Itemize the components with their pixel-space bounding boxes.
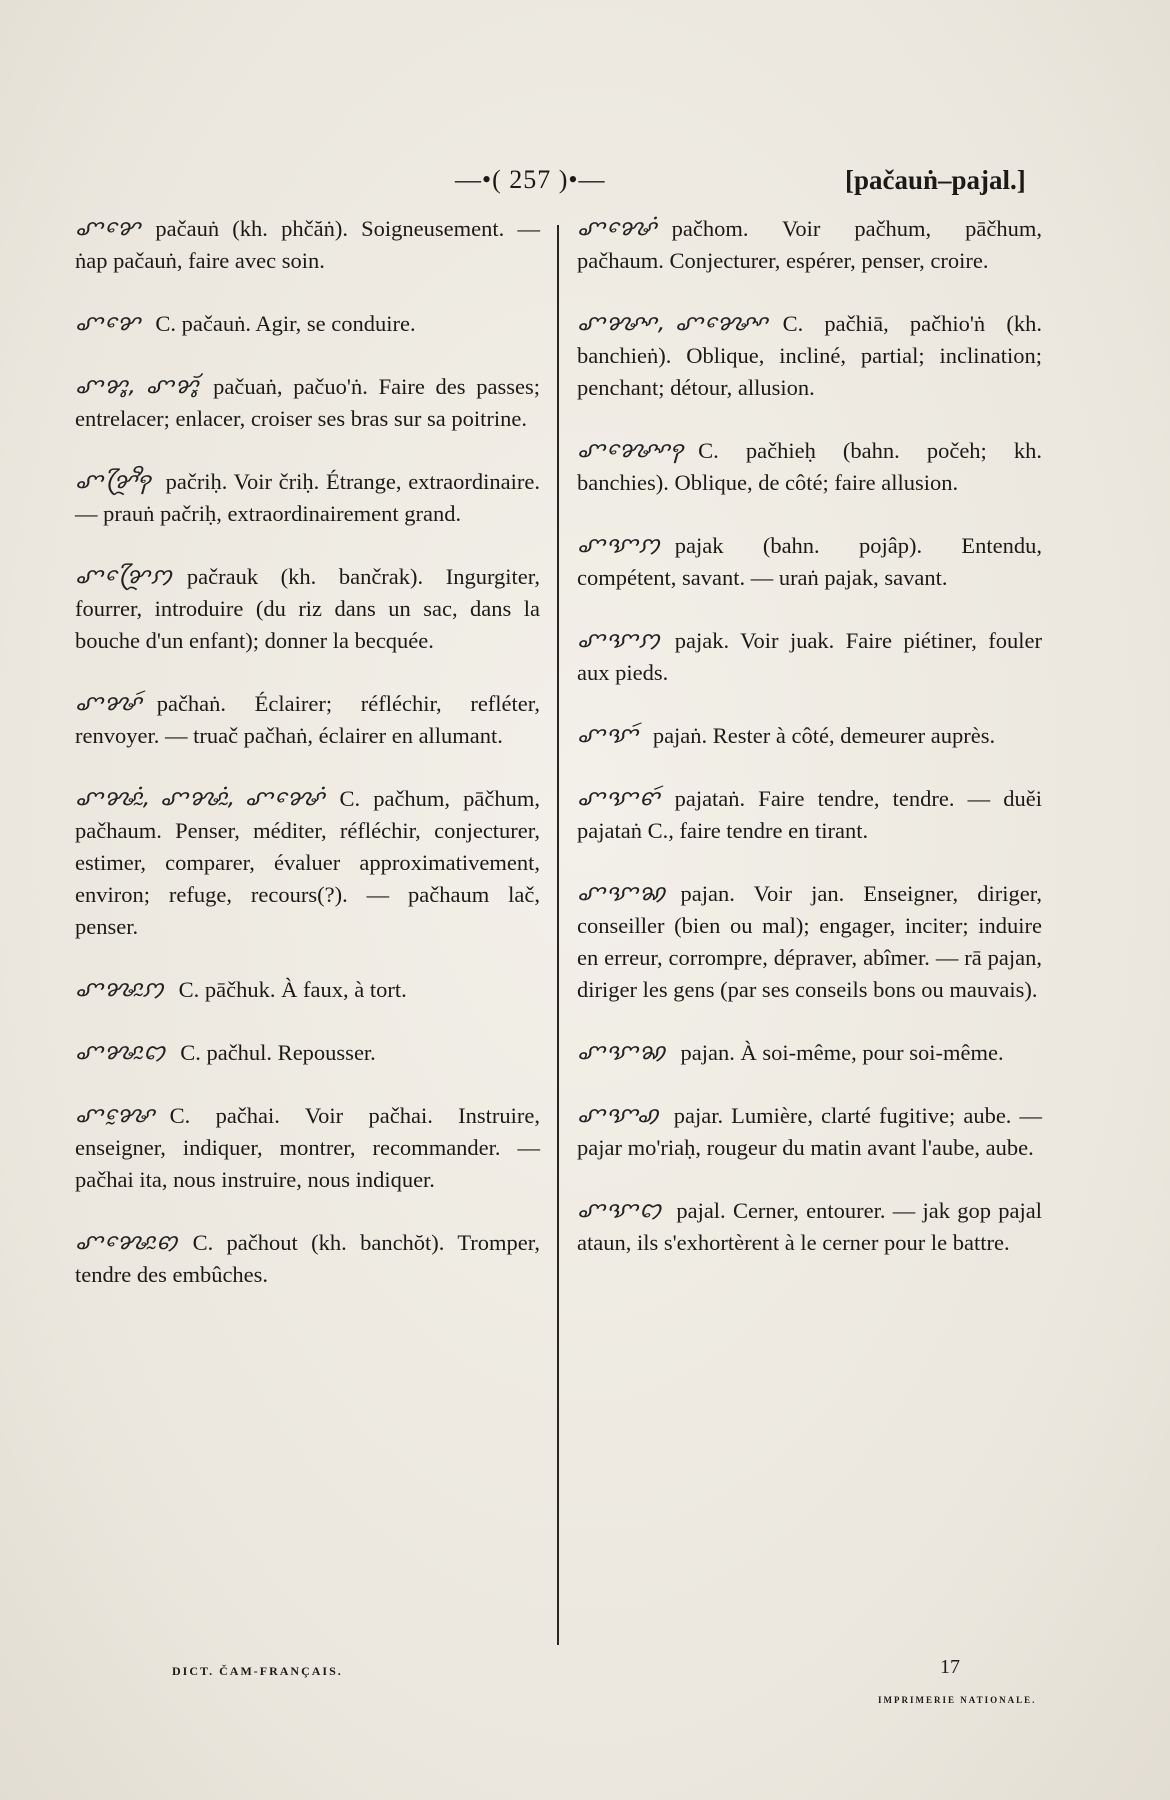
entry: [577, 529, 1042, 594]
entry-text: pajaṅ. Rester à côté, demeurer auprès.: [652, 723, 996, 748]
entry: [75, 212, 540, 277]
entry-text: C. pāčhuk. À faux, à tort.: [178, 977, 407, 1002]
cham-script: ꨚꨎꩃ: [577, 722, 639, 748]
entry-text: pajal. Cerner, entourer. — jak gop pajal ataun, ils s'exhortèrent à le cerner pour le battre.: [577, 1198, 1042, 1255]
entry-text: C. pačhieḥ (bahn. počeh; kh. banchies). Oblique, de côté; faire allusion.: [577, 438, 1042, 495]
cham-script: ꨚꨍꨯꩌ: [577, 215, 658, 241]
cham-script: ꨚꨌꨯ: [75, 215, 142, 241]
entry: [75, 1226, 540, 1291]
entry-text: pačauṅ (kh. phčăṅ). Soigneusement. — ṅap pačauṅ, faire avec soin.: [75, 216, 540, 273]
cham-script: ꨚꨎꩀ: [577, 532, 661, 558]
entry-text: pačriḥ. Voir čriḥ. Étrange, extraordinaire. — prauṅ pačriḥ, extraordinairement grand.: [75, 469, 540, 526]
entry-text: C. pačhiā, pačhio'ṅ (kh. banchieṅ). Oblique, incliné, partial; inclination; penchant; détour, allusion.: [577, 311, 1042, 400]
entry-text: pačuaṅ, pačuo'ṅ. Faire des passes; entrelacer; enlacer, croiser ses bras sur sa poitrine.: [75, 374, 540, 431]
entry-text: pajataṅ. Faire tendre, tendre. — duěi pajataṅ C., faire tendre en tirant.: [577, 786, 1042, 843]
page-number: —•( 257 )•—: [455, 165, 606, 194]
entry: [75, 1036, 540, 1069]
entry: [577, 782, 1042, 847]
printer-imprint: IMPRIMERIE NATIONALE.: [878, 1695, 1037, 1705]
entry: [75, 370, 540, 435]
entry: [75, 973, 540, 1006]
left-column: [75, 212, 540, 1321]
right-column: [577, 212, 1042, 1289]
entry-text: pajan. À soi-même, pour soi-même.: [680, 1040, 1004, 1065]
entry-text: C. pačauṅ. Agir, se conduire.: [155, 311, 416, 336]
cham-script: ꨚꨎꩆ: [577, 1039, 667, 1065]
cham-script: ꨚꨍꩃ: [75, 690, 143, 716]
entry-text: pajak (bahn. pojâp). Entendu, compétent, savant. — uraṅ pajak, savant.: [577, 533, 1042, 590]
cham-script: ꨚꨎꩊ: [577, 1197, 663, 1223]
footer-title: DICT. ČAM-FRANÇAIS.: [172, 1664, 343, 1678]
entry: [577, 212, 1042, 277]
cham-script: ꨚꨍꨳ, ꨚꨍꨳꨯ: [577, 310, 769, 336]
cham-script: ꨚꨎꩉ: [577, 1102, 660, 1128]
page-range: [pačauṅ–pajal.]: [845, 165, 1026, 195]
entry: [75, 560, 540, 657]
cham-script: ꨚꨌꨴꨪꩍ: [75, 468, 152, 494]
cham-script: ꨚꨎꩆ: [577, 880, 667, 906]
cham-script: ꨚꨌꨴꨯꩀ: [75, 563, 173, 589]
entry-text: C. pačhai. Voir pačhai. Instruire, enseigner, indiquer, montrer, recommander. — pačhai ita, nous instruire, nous indiquer.: [75, 1103, 540, 1192]
cham-script: ꨚꨍꨯꨭꩅ: [75, 1229, 179, 1255]
entry-text: pajan. Voir jan. Enseigner, diriger, conseiller (bien ou mal); engager, inciter; induire en erreur, corrompre, dépraver, abîmer. — rā pajan, diriger les gens (par ses conseils bons ou mauvais).: [577, 881, 1042, 1002]
cham-script: ꨚꨍꨭꩌ, ꨚꨍꨭꩌ, ꨚꨍꨯꩌ: [75, 785, 326, 811]
entry: [577, 877, 1042, 1006]
cham-script: ꨚꨍꨰ: [75, 1102, 156, 1128]
entry-text: pajar. Lumière, clarté fugitive; aube. — pajar mo'riaḥ, rougeur du matin avant l'aube, aube.: [577, 1103, 1042, 1160]
entry: [75, 782, 540, 943]
signature-number: 17: [940, 1656, 960, 1678]
page-header: [0, 165, 1170, 205]
cham-script: ꨚꨍꨳꨯꩍ: [577, 437, 685, 463]
entry-text: C. pačhul. Repousser.: [180, 1040, 376, 1065]
cham-script: ꨚꨍꨭꩀ: [75, 976, 165, 1002]
cham-script: ꨚꨎꩀ: [577, 627, 661, 653]
entry-text: C. pačhout (kh. banchŏt). Tromper, tendre des embûches.: [75, 1230, 540, 1287]
entry: [577, 434, 1042, 499]
cham-script: ꨚꨍꨭꩊ: [75, 1039, 167, 1065]
entry-text: pačrauk (kh. bančrak). Ingurgiter, fourrer, introduire (du riz dans un sac, dans la bouche d'un enfant); donner la becquée.: [75, 564, 540, 653]
entry: [577, 1036, 1042, 1069]
entry: [577, 719, 1042, 752]
entry: [577, 307, 1042, 404]
entry-text: C. pačhum, pāčhum, pačhaum. Penser, méditer, réfléchir, conjecturer, estimer, comparer, évaluer approximativement, environ; refuge, recours(?). — pačhaum lač, penser.: [75, 786, 540, 939]
entry: [75, 687, 540, 752]
entry: [75, 465, 540, 530]
entry-text: pačhaṅ. Éclairer; réfléchir, refléter, renvoyer. — truač pačhaṅ, éclairer en allumant.: [75, 691, 540, 748]
entry-text: pačhom. Voir pačhum, pāčhum, pačhaum. Conjecturer, espérer, penser, croire.: [577, 216, 1042, 273]
entry: [75, 307, 540, 340]
entry-text: pajak. Voir juak. Faire piétiner, fouler aux pieds.: [577, 628, 1042, 685]
cham-script: ꨚꨌꨯ: [75, 310, 142, 336]
entry: [577, 1099, 1042, 1164]
entry: [577, 624, 1042, 689]
entry: [577, 1194, 1042, 1259]
column-divider: [557, 225, 559, 1645]
entry: [75, 1099, 540, 1196]
cham-script: ꨚꨎꨓꩃ: [577, 785, 661, 811]
cham-script: ꨚꨌꨶ, ꨚꨌꨶꨮ: [75, 373, 200, 399]
